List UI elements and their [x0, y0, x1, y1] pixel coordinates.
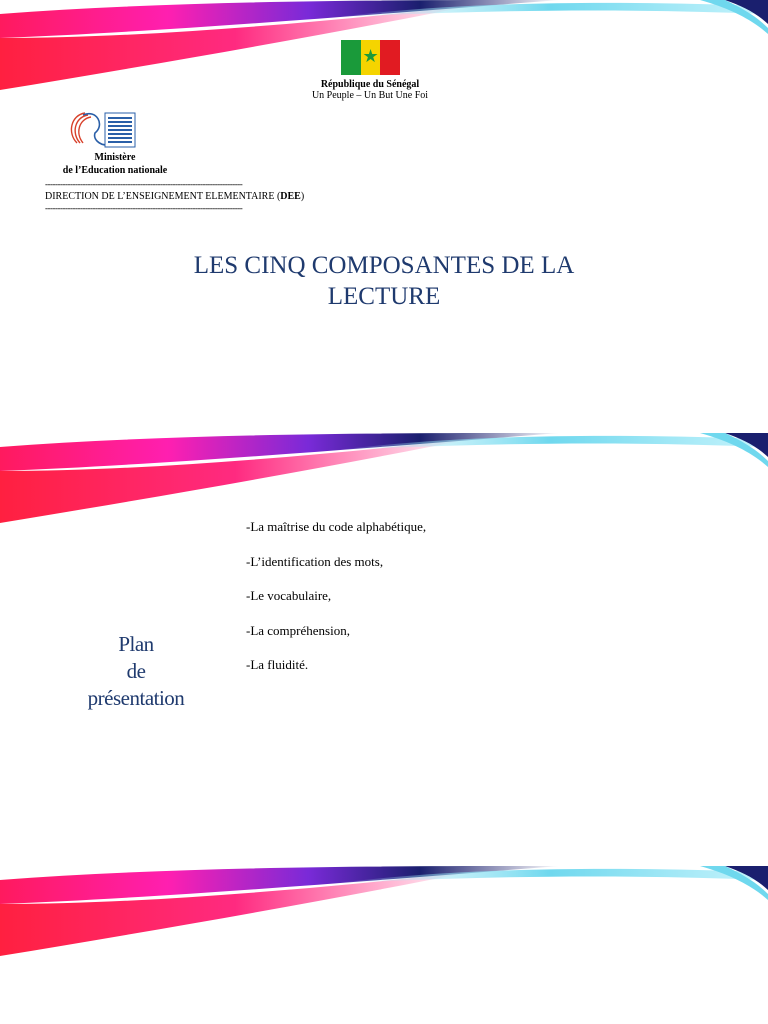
- ministry-line-2: de l’Education nationale: [62, 165, 168, 176]
- senegal-flag: [341, 40, 400, 75]
- title-line-1: LES CINQ COMPOSANTES DE LA: [193, 252, 575, 279]
- star-icon: ★: [362, 46, 379, 67]
- decorative-swoosh: [0, 433, 768, 533]
- list-item: -Le vocabulaire,: [246, 588, 332, 604]
- list-item: -La compréhension,: [246, 622, 350, 638]
- flag-yellow-band: [361, 40, 381, 75]
- plan-line: de: [126, 659, 146, 683]
- republic-name: République du Sénégal: [320, 79, 420, 90]
- national-motto: Un Peuple – Un But Une Foi: [311, 90, 429, 101]
- plan-heading: [70, 631, 202, 712]
- plan-line: Plan: [118, 632, 154, 656]
- flag-green-band: [341, 40, 361, 75]
- direction-label: [45, 191, 304, 202]
- direction-abbr: DEE: [280, 191, 301, 202]
- list-item: -La fluidité.: [246, 657, 309, 673]
- dash-separator-bottom: -------------------------------------------------------------------------------: [45, 203, 243, 213]
- flag-red-band: [380, 40, 400, 75]
- ministry-logo: [67, 111, 137, 149]
- direction-prefix: DIRECTION DE L’ENSEIGNEMENT ELEMENTAIRE (: [45, 191, 281, 202]
- list-item: -L’identification des mots,: [246, 553, 384, 569]
- slide-title: [150, 250, 618, 312]
- plan-line: présentation: [87, 686, 185, 710]
- decorative-swoosh: [0, 866, 768, 966]
- plan-slide: [0, 433, 768, 865]
- title-slide: [0, 0, 768, 432]
- next-slide-partial: [0, 866, 768, 1024]
- dash-separator-top: -------------------------------------------------------------------------------: [45, 179, 243, 189]
- direction-suffix: ): [300, 191, 305, 202]
- list-item: -La maîtrise du code alphabétique,: [246, 519, 427, 534]
- ministry-line-1: Ministère: [94, 152, 136, 163]
- plan-list: [246, 519, 426, 692]
- title-line-2: LECTURE: [327, 283, 441, 310]
